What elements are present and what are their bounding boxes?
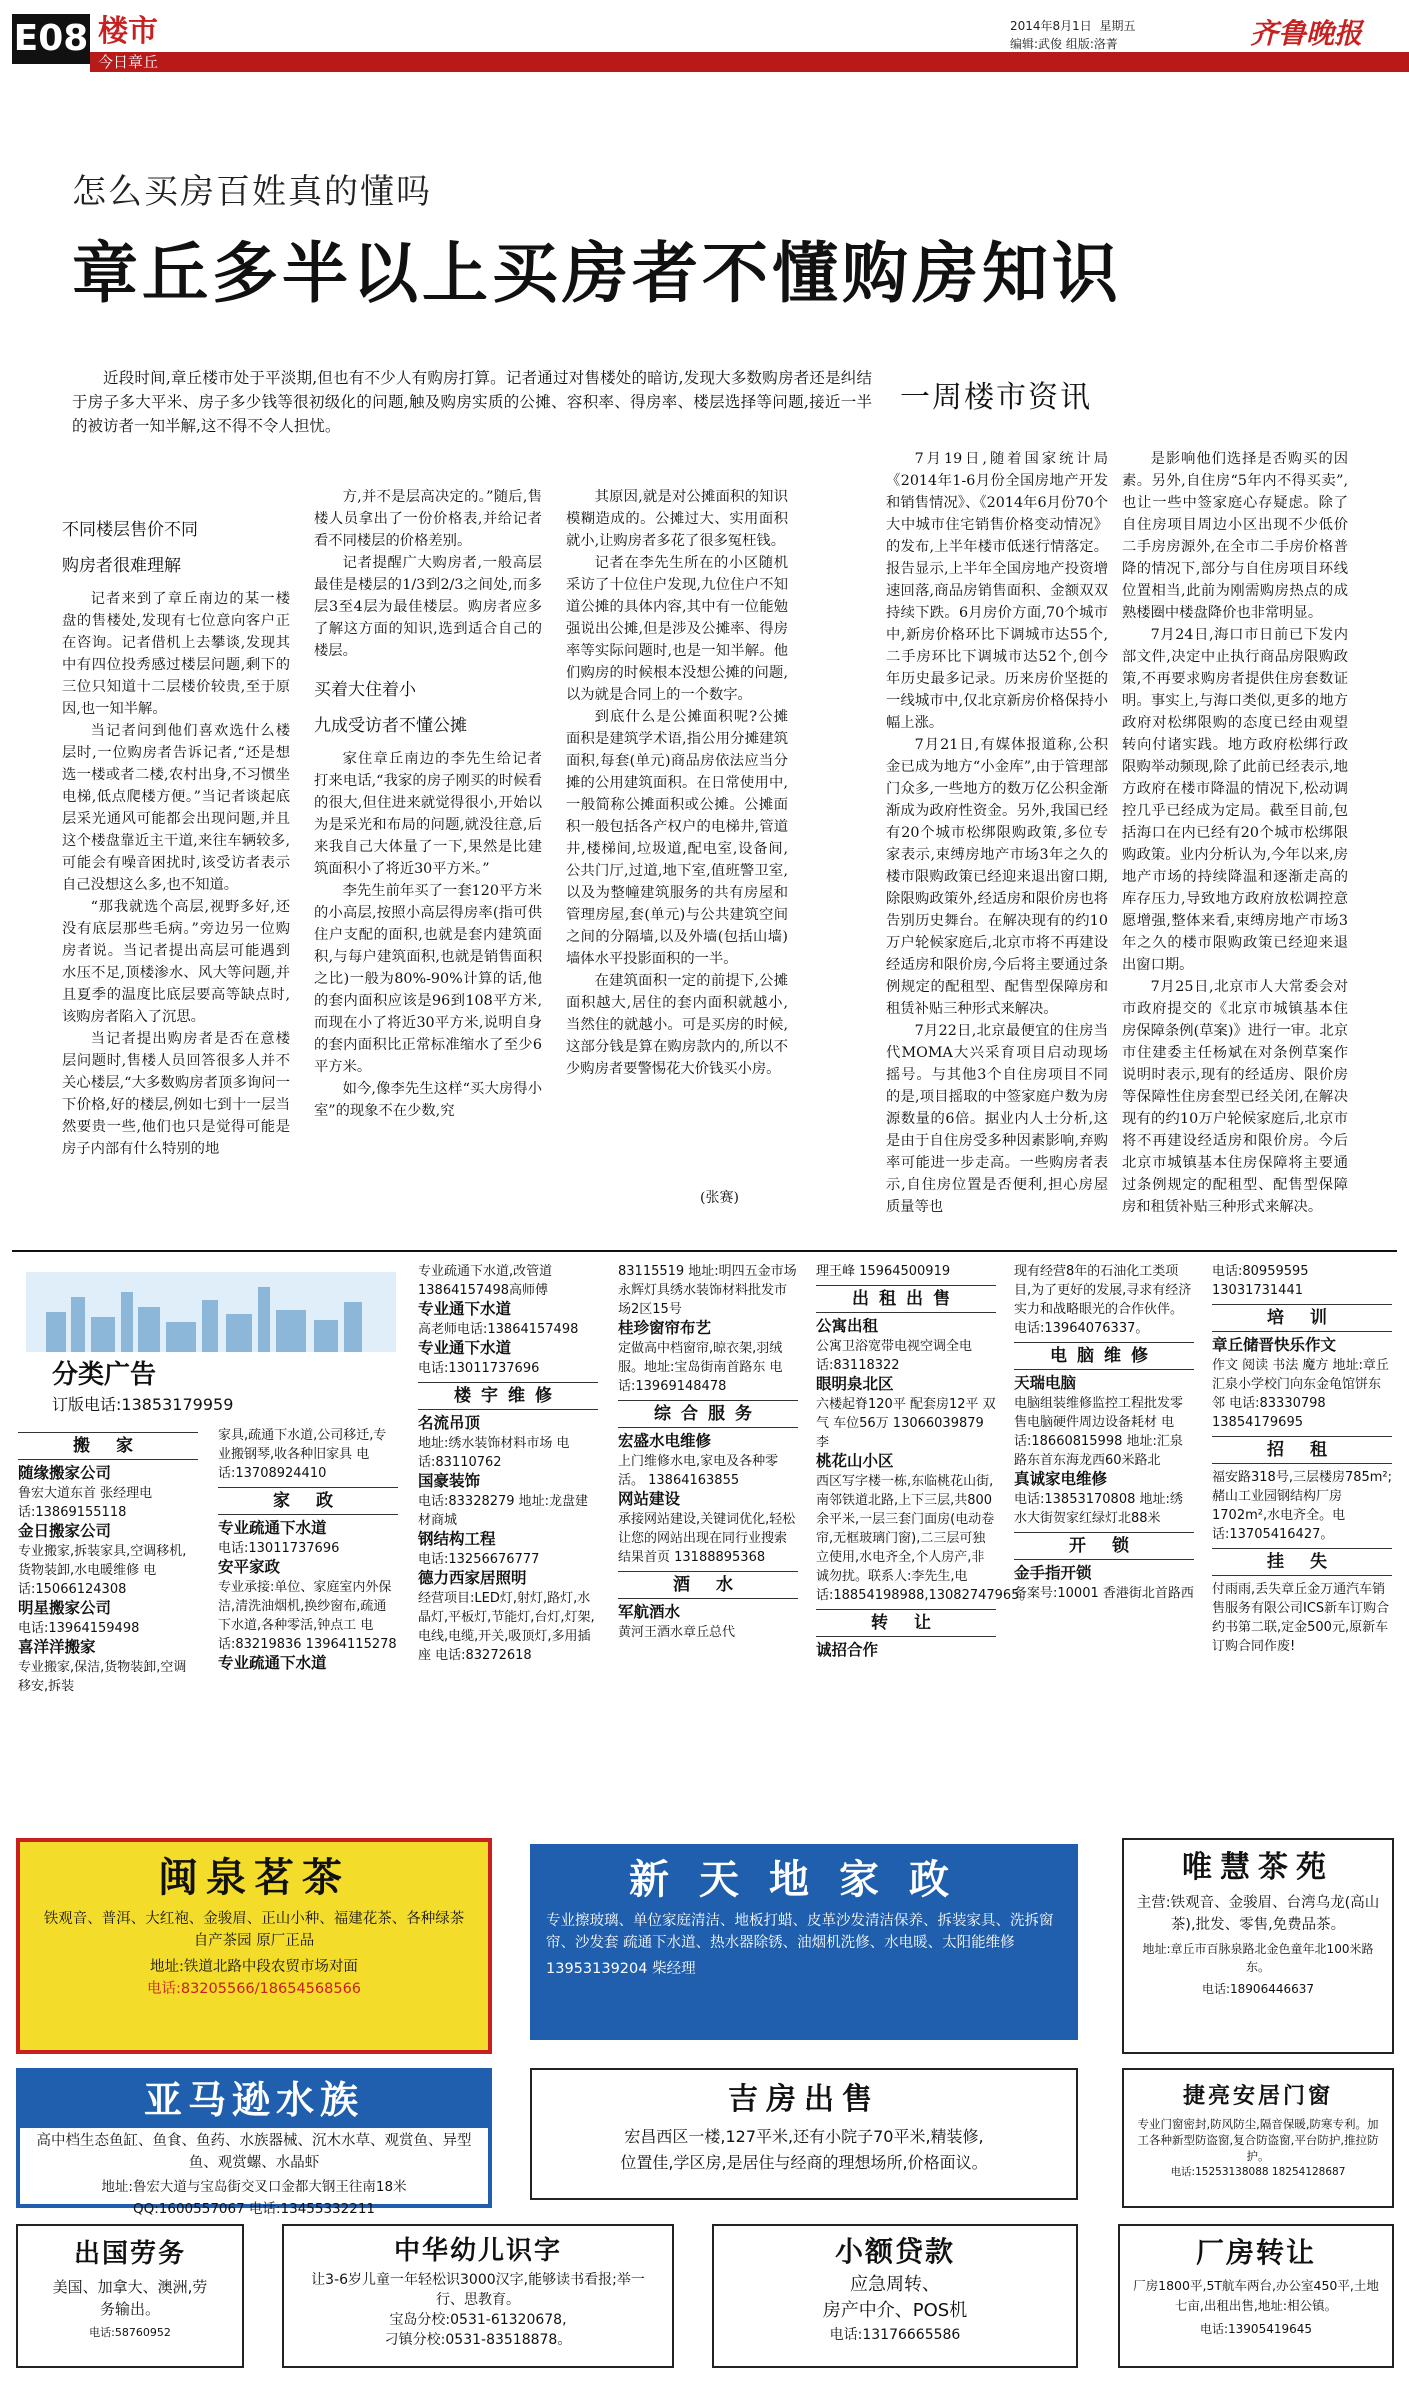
listing: 专业疏通下水道 电话:13011737696 [218,1519,340,1556]
section-bar [90,52,1409,72]
ad-amazon [16,2068,492,2217]
ad-body: 美国、加拿大、澳洲,劳务输出。 [52,2278,208,2318]
listing: 桃花山小区 西区写字楼一栋,东临桃花山街,南邻铁道北路,上下三层,共800余平米,一层三套门面房(电动卷帘,无框玻璃门窗),二三层可独立使用,水电齐全,个人房产,非诚勿扰。联系人:李先生,电话:18854198988,13082747965。 [816,1452,1033,1603]
listing: 国豪装饰 电话:83328279 地址:龙盘建材商城 [418,1472,589,1528]
listing: 83115519 地址:明四五金市场永辉灯具绣水装饰材料批发市场2区15号 [618,1264,797,1317]
listing: 专业疏通下水道 [218,1654,327,1672]
category-rent: 招 租 [1212,1436,1392,1464]
listing: 章丘储晋快乐作文 作文 阅读 书法 魔方 地址:章丘汇泉小学校门向东金龟馆饼东邻 电话:83330798 13854179695 [1212,1336,1389,1430]
ad-minquan [16,1838,492,2054]
ad-body: 专业擦玻璃、单位家庭清洁、地板打蜡、皮革沙发清洁保养、拆装家具、洗拆窗帘、沙发套 疏通下水道、热水器除锈、油烟机洗修、水电暖、太阳能维修 [546,1913,1054,1951]
ad-phone: QQ:1600557067 电话:13455332211 [132,2201,375,2217]
ad-title: 中华幼儿识字 [393,2236,562,2266]
column-text: 7月19日,随着国家统计局《2014年1-6月份全国房地产开发和销售情况》、《2014年6月份70个大中城市住宅销售价格变动情况》的发布,上半年楼市低迷行情落定。报告显示,上半年全国房地产投资增速回落,商品房销售面积、金额双双持续下跌。6月房价方面,70个城市中,新房价格环比下调城市达55个,二手房环比下调城市达52个,创今年历史最多记录。历来房价坚挺的一线城市中,仅北京新房价格保持小幅上涨。 7月21日,有媒体报道称,公积金已成为地方“小金库”,由于管理部门众多,一些地方的数万亿公积金渐渐成为政府性资金。另外,我国已经有20个城市松绑限购政策,多位专家表示,束缚房地产市场3年之久的楼市限购政策已经迎来退出窗口期,除限购政策外,经适房和限价房也将告别历史舞台。在解决现有的约10万户轮候家庭后,北京市将不再建设经适房和限价房,今后将主要通过条例规定的配租型、配售型保障房和租赁补贴三种形式来解决。 7月22日,北京最便宜的住房当代MOMA大兴采育项目启动现场摇号。与其他3个自住房项目不同的是,项目摇取的中签家庭户数为房源数量的6倍。据业内人士分析,这是由于自住房受多种因素影响,弃购率可能进一步走高。一些购房者表示,自住房位置是否便利,担心房屋质量等也 [886,451,1108,1215]
classified-column-6 [1014,1262,1194,1603]
listing: 真诚家电维修 电话:13853170808 地址:绣水大街贺家红绿灯北88米 [1014,1470,1183,1526]
ad-title: 唯慧茶苑 [1182,1850,1334,1885]
subhead: 购房者很难理解 [62,556,181,576]
headline: 章丘多半以上买房者不懂购房知识 [72,235,1122,312]
ad-title: 厂房转让 [1195,2236,1316,2269]
article-column-4 [886,448,1108,1218]
ad-body: 主营:铁观音、金骏眉、台湾乌龙(高山茶),批发、零售,免费品茶。 [1136,1895,1380,1933]
category-transfer: 转 让 [816,1609,996,1637]
issue-date: 2014年8月1日 星期五 [1010,19,1136,33]
listing: 安平家政 专业承接:单位、家庭室内外保洁,清洗油烟机,换纱窗布,疏通下水道,各种零活,钟点工 电话:83219836 13964115278 [218,1558,397,1652]
ad-title: 小额贷款 [834,2235,955,2268]
listing: 福安路318号,三层楼房785m²;赭山工业园钢结构厂房1702m²,水电齐全。电话:13705416427。 [1212,1470,1393,1542]
category-sale: 出租出售 [816,1285,996,1313]
article-column-5 [1122,448,1348,1218]
listing: 随缘搬家公司 鲁宏大道东首 张经理电话:13869155118 [18,1464,153,1520]
ad-phone: 电话:18906446637 [1201,1982,1315,1996]
category-train: 培 训 [1212,1304,1392,1332]
listing: 金日搬家公司 专业搬家,拆装家具,空调移机,货物装卸,水电暖维修 电话:15066124308 [18,1522,187,1597]
category-house: 家 政 [218,1487,398,1515]
listing: 现有经营8年的石油化工类项目,为了更好的发展,寻求有经济实力和战略眼光的合作伙伴。 电话:13964076337。 [1014,1264,1192,1336]
ad-jieliang [1122,2068,1394,2208]
article-column-1 [62,508,290,1160]
ad-body: 位置佳,学区房,是居住与经商的理想场所,价格面议。 [620,2153,988,2172]
subhead: 不同楼层售价不同 [62,520,198,540]
listing: 网站建设 承接网站建设,关键词优化,轻松让您的网站出现在同行业搜索结果首页 13188895368 [618,1490,796,1565]
category-move: 搬 家 [18,1432,198,1460]
classified-column-4 [618,1262,798,1642]
listing: 理王峰 15964500919 [816,1264,951,1279]
ad-body: 房产中介、POS机 [822,2300,968,2321]
classified-column-2 [218,1426,398,1674]
ad-phone: 电话:15253138088 18254128687 [1170,2166,1346,2178]
category-water: 酒 水 [618,1571,798,1599]
article-column-2 [314,486,542,1122]
section-title: 楼市 [98,14,158,49]
ad-changfang [1118,2224,1394,2368]
ad-body: 专业门窗密封,防风防尘,隔音保暖,防寒专利。加工各种新型防盗窗,复合防盗窗,平台防护,推拉防护。 [1137,2117,1379,2163]
ad-title: 吉房出售 [728,2082,880,2117]
listing: 宏盛水电维修 上门维修水电,家电及各种零活。 13864163855 [618,1432,779,1488]
skyline-icon [26,1272,396,1352]
listing: 专业疏通下水道,改管道13864157498高师傅 [418,1264,553,1298]
listing: 电话:80959595 13031731441 [1212,1264,1309,1298]
ad-body: 让3-6岁儿童一年轻松识3000汉字,能够读书看报;举一行、思教育。 [311,2272,645,2308]
ad-title: 捷亮安居门窗 [1182,2084,1333,2109]
listing: 诚招合作 [816,1641,879,1659]
subhead: 买着大住着小 [314,680,416,700]
category-lost: 挂 失 [1212,1548,1392,1576]
ad-phone: 电话:83205566/18654568566 [146,1981,362,1997]
classified-column-1 [18,1428,198,1696]
ad-phone: 宝岛分校:0531-61320678, [389,2312,567,2328]
listing: 付雨雨,丢失章丘金万通汽车销售服务有限公司ICS新车订购合约书第二联,定金500元,原新车订购合同作废! [1212,1582,1390,1654]
ad-shizi [282,2224,674,2368]
ad-phone: 电话:13176665586 [829,2327,961,2343]
listing: 德力西家居照明 经营项目:LED灯,射灯,路灯,水晶灯,平板灯,节能灯,台灯,灯架,电线,电缆,开关,吸顶灯,多用插座 电话:83272618 [418,1569,595,1663]
column-text: 是影响他们选择是否购买的因素。另外,自住房“5年内不得买卖”,也让一些中签家庭心存疑虑。除了自住房项目周边小区出现不少低价二手房房源外,在全市二手房价格普降的情况下,部分与自住房项目环线位置相当,此前为刚需购房热点的成熟楼圈中楼盘降价也非常明显。 7月24日,海口市日前已下发内部文件,决定中止执行商品房限购政策,不再要求购房者提供住房套数证明。事实上,与海口类似,更多的地方政府对松绑限购的态度已经由观望转向付诸实践。地方政府松绑行政限购举动频现,除了此前已经表示,地方政府在楼市降温的情况下,松动调控几乎已经成为定局。截至目前,包括海口在内已经有20个城市松绑限购政策。业内分析认为,今年以来,房地产市场的持续降温和逐渐走高的库存压力,导致地方政府放松调控意愿增强,整体来看,束缚房地产市场3年之久的楼市限购政策已经迎来退出窗口期。 7月25日,北京市人大常委会对市政府提交的《北京市城镇基本住房保障条例(草案)》进行一审。北京市住建委主任杨斌在对条例草案作说明时表示,现有的经适房、限价房等保障性住房套型已经关闭,在解决现有的约10万户轮候家庭后,北京市将不再建设经适房和限价房。今后北京市城镇基本住房保障将主要通过条例规定的配租型、配售型保障房和租赁补贴三种形式来解决。 [1122,451,1348,1215]
classified-column-7 [1212,1262,1392,1656]
listing: 名流吊顶 地址:绣水装饰材料市场 电话:83110762 [418,1414,570,1470]
ad-body: 宏昌西区一楼,127平米,还有小院子70平米,精装修, [624,2127,984,2146]
column-text: 记者来到了章丘南边的某一楼盘的售楼处,发现有七位意向客户正在咨询。记者借机上去攀谈,发现其中有四位投秀感过楼层问题,剩下的三位只知道十二层楼价较贵,至于原因,也一知半解。 当记者问到他们喜欢选什么楼层时,一位购房者告诉记者,“还是想选一楼或者二楼,农村出身,不习惯坐电梯,低点爬楼方便。”当记者谈起底层采光通风可能都会出现问题,并且这个楼盘靠近主干道,来往车辆较多,可能会有噪音困扰时,该受访者表示自己没想这么多,也不知道。 “那我就选个高层,视野多好,还没有底层那些毛病。”旁边另一位购房者说。当记者提出高层可能遇到水压不足,顶楼渗水、风大等问题,并且夏季的温度比底层要高等缺点时,该购房者陷入了沉思。 当记者提出购房者是否在意楼层问题时,售楼人员回答很多人并不关心楼层,“大多数购房者顶多询问一下价格,好的楼层,例如七到十一层当然要贵一些,他们也只是觉得可能是房子内部有什么特别的地 [62,591,290,1157]
listing: 明星搬家公司 电话:13964159498 [18,1599,140,1636]
skyline-image [26,1272,396,1352]
listing: 天瑞电脑 电脑组装维修监控工程批发零售电脑硬件周边设备耗材 电话:18660815998 地址:汇泉路东首东海龙西60米路北 [1014,1374,1184,1468]
classified-column-3 [418,1262,598,1665]
ad-jifang [530,2068,1078,2200]
article-column-3 [566,486,788,1080]
kicker: 怎么买房百姓真的懂吗 [72,172,432,212]
ad-daikuan [712,2224,1078,2368]
listing: 桂珍窗帘布艺 定做高中档窗帘,晾衣架,羽绒服。地址:宝岛街南首路东 电话:13969148478 [618,1319,783,1394]
ad-phone: 电话:58760952 [89,2326,171,2339]
ad-phone: 电话:13905419645 [1199,2322,1313,2336]
subhead: 九成受访者不懂公摊 [314,716,467,736]
ad-body: 高中档生态鱼缸、鱼食、鱼药、水族器械、沉木水草、观赏鱼、异型鱼、观赏螺、水晶虾 [36,2133,472,2171]
section-divider [12,1250,1397,1252]
category-svc: 综合服务 [618,1400,798,1428]
category-open: 开 锁 [1014,1532,1194,1560]
ad-address: 地址:铁道北路中段农贸市场对面 [150,1959,358,1975]
section-sub: 今日章丘 [98,53,159,71]
ad-address: 地址:章丘市百脉泉路北金色童年北100米路东。 [1142,1942,1374,1974]
classified-column-5 [816,1262,1033,1661]
page-code: E08 [12,14,90,64]
column-text: 家住章丘南边的李先生给记者打来电话,“我家的房子刚买的时候看的很大,但住进来就觉得很小,开始以为是采光和布局的问题,就没往意,后来我自己大体量了一下,果然是比建筑面积小了将近30平方米。” 李先生前年买了一套120平方米的小高层,按照小高层得房率(指可供住户支配的面积,也就是套内建筑面积,与每户建筑面积,也就是销售面积之比)一般为80%-90%计算的话,他的套内面积应该是96到108平方米,而现在小了将近30平方米,说明自身的套内面积比正常标准缩水了至少6平方米。 如今,像李先生这样“买大房得小室”的现象不在少数,究 [314,751,542,1119]
lead-paragraph: 近段时间,章丘楼市处于平淡期,但也有不少人有购房打算。记者通过对售楼处的暗访,发现大多数购房者还是纠结于房子多大平米、房子多少钱等很初级化的问题,触及购房实质的公摊、容积率、得房率、楼层选择等问题,接近一半的被访者一知半解,这不得不令人担忧。 [72,369,872,435]
category-pc: 电脑维修 [1014,1342,1194,1370]
ad-title: 闽泉茗茶 [158,1855,350,1901]
listing: 喜洋洋搬家 专业搬家,保洁,货物装卸,空调移安,拆装 [18,1638,187,1694]
ad-xintiandi [530,1844,1078,2040]
ad-address: 地址:鲁宏大道与宝岛街交叉口金都大钢王往南18米 [101,2179,407,2195]
listing: 军航酒水 黄河王酒水章丘总代 [618,1603,736,1640]
listing: 公寓出租 公寓卫浴宽带电视空调全电话:83118322 [816,1317,973,1373]
listing: 专业通下水道 高老师电话:13864157498 [418,1300,579,1337]
listing: 钢结构工程 电话:13256676777 [418,1530,540,1567]
ad-weihui [1122,1838,1394,2054]
ad-phone: 13953139204 柴经理 [546,1961,696,1977]
newspaper-logo: 齐鲁晚报 [1250,17,1363,50]
ad-title: 亚马逊水族 [20,2072,488,2128]
ad-phone: 刁镇分校:0531-83518878。 [384,2332,572,2348]
ad-body: 铁观音、普洱、大红袍、金骏眉、正山小种、福建花茶、各种绿茶 自产茶园 原厂正品 [43,1911,465,1949]
column-text: 方,并不是层高决定的。”随后,售楼人员拿出了一份价格表,并给记者看不同楼层的价格差别。 记者提醒广大购房者,一般高层最佳是楼层的1/3到2/3之间处,而多层3至4层为最佳楼层。购房者应多了解这方面的知识,选到适合自己的楼层。 [314,489,542,659]
listing: 金手指开锁 备案号:10001 香港街北首路西 [1014,1564,1194,1601]
ad-body: 厂房1800平,5T航车两台,办公室450平,土地七亩,出租出售,地址:相公镇。 [1133,2278,1379,2313]
weekly-title: 一周楼市资讯 [900,380,1092,415]
listing: 专业通下水道 电话:13011737696 [418,1339,540,1376]
ad-title: 新天地家政 [629,1857,979,1903]
editor-line: 编辑:武俊 组版:洛菁 [1010,37,1118,51]
category-floor: 楼宇维修 [418,1382,598,1410]
classified-title: 分类广告 [52,1360,157,1390]
column-text: 其原因,就是对公摊面积的知识模糊造成的。公摊过大、实用面积就小,让购房者多花了很多冤枉钱。 记者在李先生所在的小区随机采访了十位住户发现,九位住户不知道公摊的具体内容,其中有一位能勉强说出公摊,但是涉及公摊率、得房率等实际问题时,也是一知半解。他们购房的时候根本没想公摊的问题,以为就是合同上的一个数字。 到底什么是公摊面积呢?公摊面积是建筑学术语,指公用分摊建筑面积,每套(单元)商品房依法应当分摊的公用建筑面积。在日常使用中,一般简称公摊面积或公摊。公摊面积一般包括各产权户的电梯井,管道井,楼梯间,垃圾道,配电室,设备间,公共门厅,过道,地下室,值班警卫室,以及为整幢建筑服务的共有房屋和管理房屋,套(单元)与公共建筑空间之间的分隔墙,以及外墙(包括山墙)墙体水平投影面积的一半。 在建筑面积一定的前提下,公摊面积越大,居住的套内面积就越小,当然住的就越小。可是买房的时候,这部分钱是算在购房款内的,所以不少购房者要警惕花大价钱买小房。 [566,489,788,1077]
classified-phone: 订版电话:13853179959 [52,1395,234,1414]
ad-title: 出国劳务 [73,2239,186,2269]
listing: 家具,疏通下水道,公司移迁,专业搬钢琴,收各种旧家具 电话:13708924410 [218,1428,387,1481]
listing: 眼明泉北区 六楼起脊120平 配套房12平 双气 车位56万 13066039879李 [816,1375,996,1450]
ad-body: 应急周转、 [850,2274,940,2295]
ad-laowu [16,2224,244,2368]
author: (张赛) [700,1190,739,1206]
